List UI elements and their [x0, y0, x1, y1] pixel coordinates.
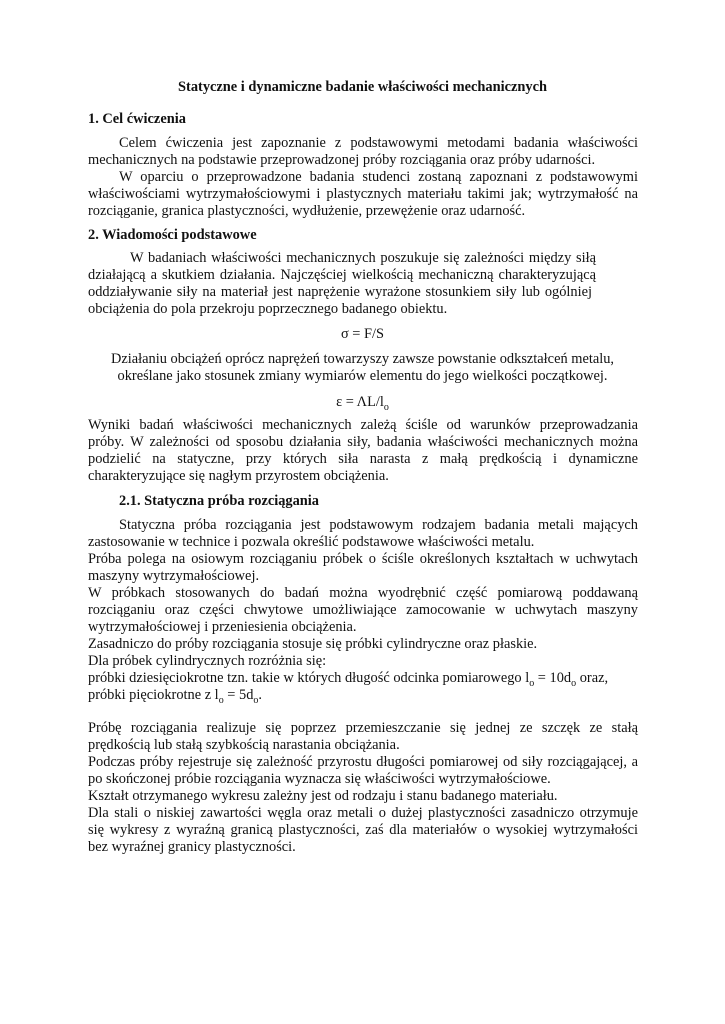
paragraph-line: oddziaływanie siły na materiał jest naprężenie wyrażone stosunkiem siły lub ogólniej [88, 284, 592, 300]
line-segment: oraz, [576, 670, 609, 686]
paragraph-line-with-subscripts [88, 686, 262, 710]
line-segment: = 10d [534, 670, 572, 686]
paragraph-line: Kształt otrzymanego wykresu zależny jest od rodzaju i stanu badanego materiału. [88, 788, 558, 804]
paragraph-line: właściwościami wytrzymałościowymi i plastycznych materiału takimi jak; wytrzymałość na [88, 186, 638, 202]
paragraph-line: bez wyraźnej granicy plastyczności. [88, 839, 296, 855]
paragraph-line: Próba polega na osiowym rozciąganiu próbek o ściśle określonych kształtach w uchwytach [88, 551, 638, 567]
formula-stress: σ = F/S [340, 326, 385, 342]
subscript: o [253, 694, 259, 706]
paragraph-line: prędkością lub stałą szybkością narastania obciążania. [88, 737, 400, 753]
subscript: o [571, 677, 577, 689]
paragraph-line: po skończonej próbie rozciągania wyznacza się właściwości wytrzymałościowe. [88, 771, 551, 787]
paragraph-line: wytrzymałościowej i przeniesienia obciążenia. [88, 619, 357, 635]
section-1-heading: 1. Cel ćwiczenia [88, 111, 186, 127]
paragraph-line: obciążenia do pola przekroju poprzecznego badanego obiektu. [88, 301, 448, 317]
subscript: o [218, 694, 224, 706]
paragraph-line: zastosowanie w technice i pozwala określić podstawowe właściwości metalu. [88, 534, 535, 550]
document-title: Statyczne i dynamiczne badanie właściwości mechanicznych [178, 79, 547, 95]
paragraph-line: Celem ćwiczenia jest zapoznanie z podstawowymi metodami badania właściwości [119, 135, 638, 151]
formula-strain-main: ε = ΛL/l [336, 394, 384, 410]
paragraph-line: próby. W zależności od sposobu działania siły, badania właściwości mechanicznych można [88, 434, 638, 450]
paragraph-line: się wykresy z wyraźną granicą plastyczności, zaś dla materiałów o wysokiej wytrzymałości [88, 822, 638, 838]
paragraph-line: działającą a skutkiem działania. Najczęściej wielkością mechaniczną charakteryzującą [88, 267, 596, 283]
paragraph-line: W badaniach właściwości mechanicznych poszukuje się zależności między siłą [130, 250, 596, 266]
paragraph-line: Próbę rozciągania realizuje się poprzez przemieszczanie się jednej ze szczęk ze stałą [88, 720, 638, 736]
line-segment: . [258, 687, 262, 703]
subscript: o [529, 677, 535, 689]
subscript: o [383, 401, 389, 413]
paragraph-line: Dla stali o niskiej zawartości węgla oraz metali o dużej plastyczności zasadniczo otrzymuje [88, 805, 638, 821]
paragraph-line: Zasadniczo do próby rozciągania stosuje się próbki cylindryczne oraz płaskie. [88, 636, 538, 652]
section-2-1-heading: 2.1. Statyczna próba rozciągania [119, 493, 319, 509]
paragraph-line: Podczas próby rejestruje się zależność przyrostu długości pomiarowej od siły rozciągającej, a [88, 754, 638, 770]
centered-line: Działaniu obciążeń oprócz naprężeń towarzyszy zawsze powstanie odkształceń metalu, [110, 351, 615, 367]
line-segment: próbki pięciokrotne z l [88, 687, 219, 703]
paragraph-line: Wyniki badań właściwości mechanicznych zależą ściśle od warunków przeprowadzania [88, 417, 638, 433]
paragraph-line: W oparciu o przeprowadzone badania studenci zostaną zapoznani z podstawowymi [119, 169, 638, 185]
paragraph-line: charakteryzujące się nagłym przyrostem obciążenia. [88, 468, 389, 484]
centered-line: określane jako stosunek zmiany wymiarów elementu do jego wielkości początkowej. [117, 368, 608, 384]
section-2-heading: 2. Wiadomości podstawowe [88, 227, 257, 243]
line-segment: = 5d [223, 687, 254, 703]
paragraph-line: Dla próbek cylindrycznych rozróżnia się: [88, 653, 327, 669]
line-segment: próbki dziesięciokrotne tzn. takie w których długość odcinka pomiarowego l [88, 670, 530, 686]
paragraph-line: mechanicznych na podstawie przeprowadzonej próby rozciągania oraz próby udarności. [88, 152, 596, 168]
paragraph-line: W próbkach stosowanych do badań można wyodrębnić część pomiarową poddawaną [88, 585, 638, 601]
paragraph-line: rozciąganie, granica plastyczności, wydłużenie, przewężenie oraz udarność. [88, 203, 526, 219]
paragraph-line: podzielić na statyczne, przy których siła narasta z małą prędkością i dynamiczne [88, 451, 638, 467]
paragraph-line: Statyczna próba rozciągania jest podstawowym rodzajem badania metali mających [119, 517, 638, 533]
paragraph-line: rozciąganiu oraz części chwytowe umożliwiające zamocowanie w uchwytach maszyny [88, 602, 638, 618]
formula-strain [0, 393, 725, 417]
paragraph-line: maszyny wytrzymałościowej. [88, 568, 260, 584]
